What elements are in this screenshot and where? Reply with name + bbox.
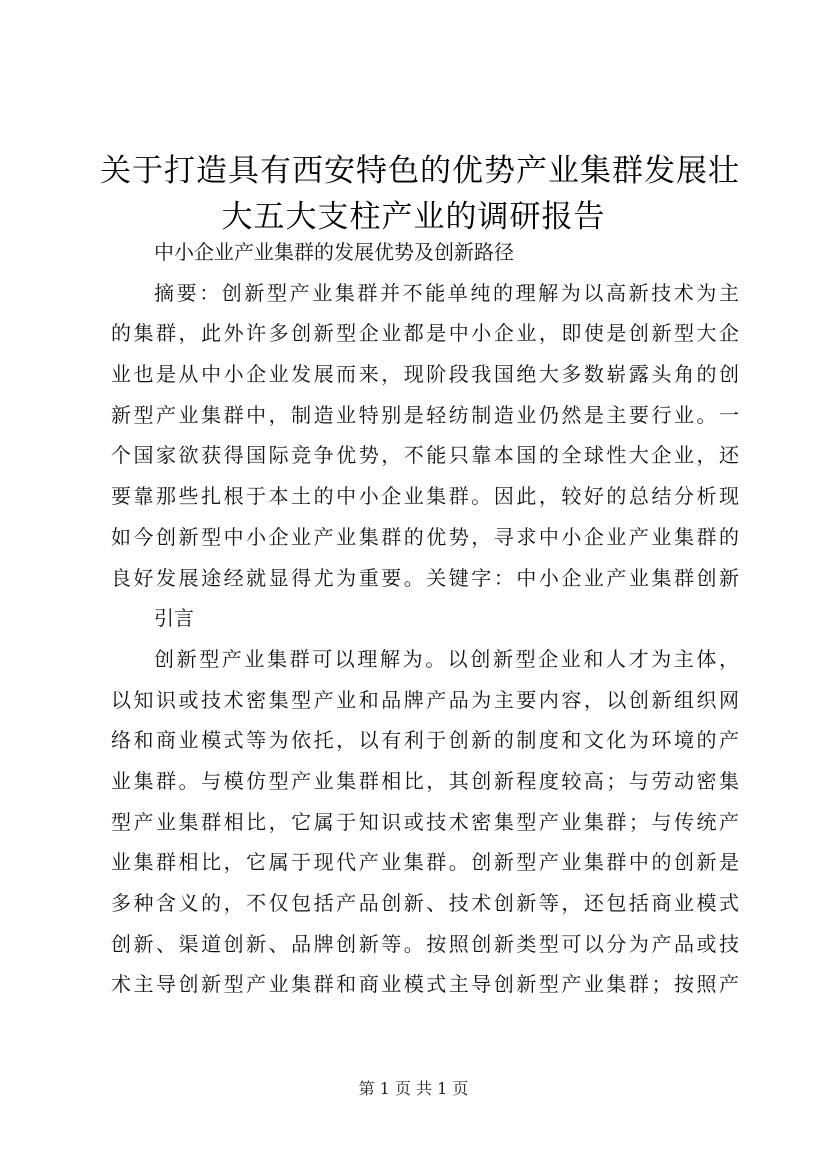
intro-line: 络和商业模式等为依托，以有利于创新的制度和文化为环境的产 [111,728,739,753]
intro-line: 创新、渠道创新、品牌创新等。按照创新类型可以分为产品或技 [111,931,739,956]
subtitle: 中小企业产业集群的发展优势及创新路径 [154,240,514,264]
abstract-line: 摘要：创新型产业集群并不能单纯的理解为以高新技术为主 [154,280,739,305]
document-title [100,148,740,240]
intro-line: 术主导创新型产业集群和商业模式主导创新型产业集群；按照产 [111,972,739,997]
abstract-line: 要靠那些扎根于本土的中小企业集群。因此，较好的总结分析现 [111,484,739,509]
abstract-line: 良好发展途经就显得尤为重要。关键字：中小企业产业集群创新 [111,565,739,590]
intro-line: 创新型产业集群可以理解为。以创新型企业和人才为主体， [154,646,739,671]
intro-line: 型产业集群相比，它属于知识或技术密集型产业集群；与传统产 [111,809,739,834]
intro-line: 以知识或技术密集型产业和品牌产品为主要内容，以创新组织网 [111,687,739,712]
abstract-line: 个国家欲获得国际竞争优势，不能只靠本国的全球性大企业，还 [111,443,739,468]
abstract-line: 如今创新型中小企业产业集群的优势，寻求中小企业产业集群的 [111,524,739,549]
section-heading: 引言 [154,606,194,631]
abstract-line: 新型产业集群中，制造业特别是轻纺制造业仍然是主要行业。一 [111,402,739,427]
title-line-1: 关于打造具有西安特色的优势产业集群发展壮 [100,153,740,189]
abstract-line: 业也是从中小企业发展而来，现阶段我国绝大多数崭露头角的创 [111,362,739,387]
title-line-2: 大五大支柱产业的调研报告 [221,199,606,235]
intro-line: 业集群。与模仿型产业集群相比，其创新程度较高；与劳动密集 [111,768,739,793]
abstract-line: 的集群，此外许多创新型企业都是中小企业，即使是创新型大企 [111,321,739,346]
page-footer: 第 1 页 共 1 页 [358,1079,469,1098]
intro-line: 多种含义的，不仅包括产品创新、技术创新等，还包括商业模式 [111,891,739,915]
intro-line: 业集群相比，它属于现代产业集群。创新型产业集群中的创新是 [111,850,739,875]
document-body [111,232,739,1005]
